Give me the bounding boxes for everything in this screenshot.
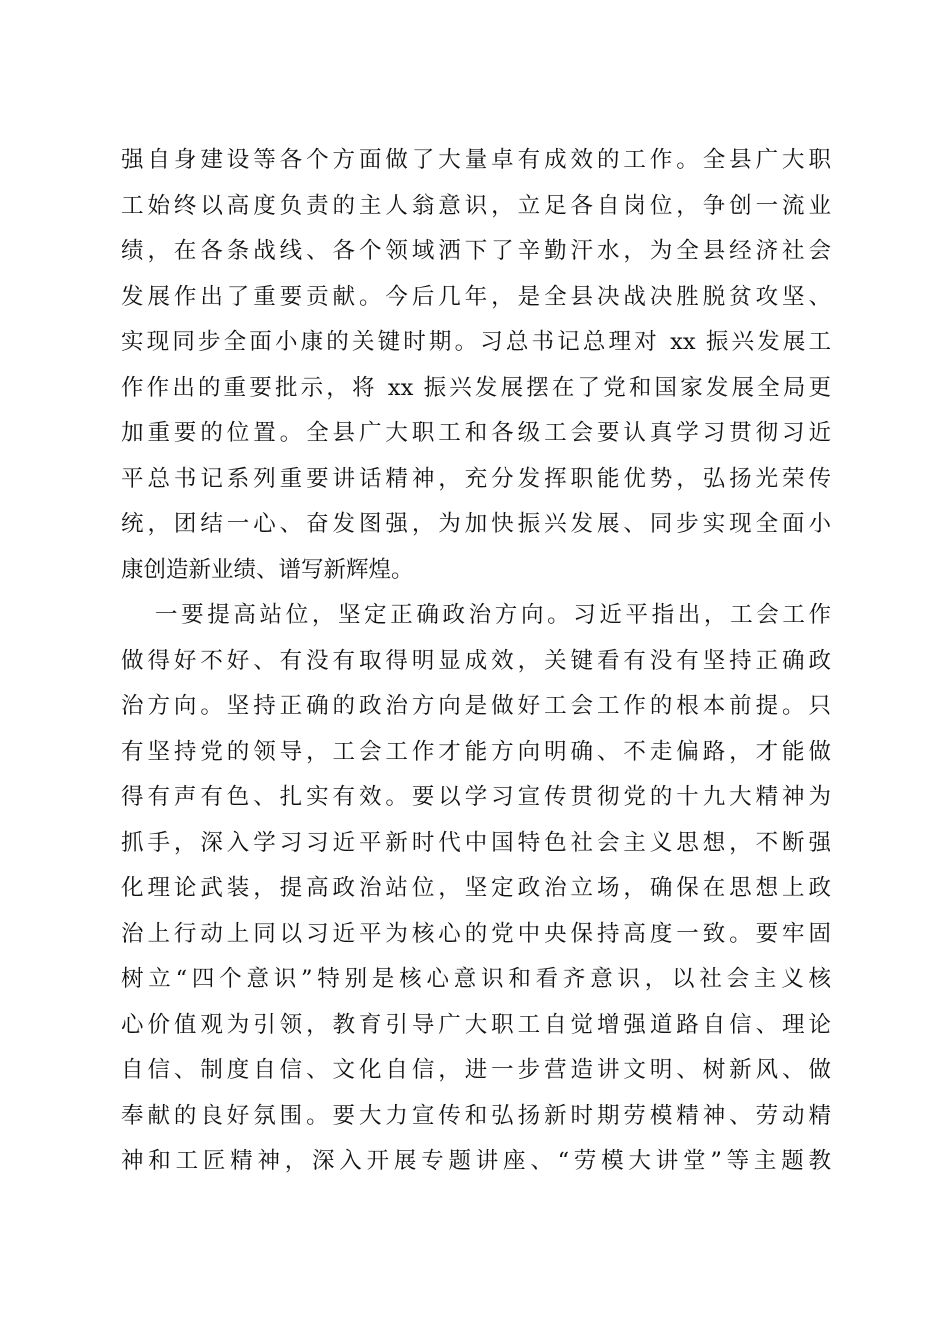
text-line: 得有声有色、扎实有效。要以学习宣传贯彻党的十九大精神为 (121, 784, 831, 810)
text-line: 平总书记系列重要讲话精神，充分发挥职能优势，弘扬光荣传 (121, 465, 831, 492)
text-line: 统，团结一心、奋发图强，为加快振兴发展、同步实现全面小 (121, 511, 831, 537)
text-line: 治上行动上同以习近平为核心的党中央保持高度一致。要牢固 (121, 920, 831, 947)
paragraph-2 (121, 593, 831, 1185)
text-line: 心价值观为引领，教育引导广大职工自觉增强道路自信、理论 (121, 1011, 831, 1038)
text-line: 作作出的重要批示，将 xx 振兴发展摆在了党和国家发展全局更 (121, 374, 831, 401)
text-line: 加重要的位置。全县广大职工和各级工会要认真学习贯彻习近 (121, 420, 831, 446)
text-line: 强自身建设等各个方面做了大量卓有成效的工作。全县广大职 (121, 147, 831, 173)
text-line: 奉献的良好氛围。要大力宣传和弘扬新时期劳模精神、劳动精 (121, 1102, 831, 1129)
text-line: 发展作出了重要贡献。今后几年，是全县决战决胜脱贫攻坚、 (121, 283, 831, 310)
text-line: 神和工匠精神，深入开展专题讲座、“劳模大讲堂”等主题教 (121, 1148, 831, 1174)
text-line: 有坚持党的领导，工会工作才能方向明确、不走偏路，才能做 (121, 738, 831, 765)
text-line: 工始终以高度负责的主人翁意识，立足各自岗位，争创一流业 (121, 192, 831, 219)
document-body (121, 138, 831, 1185)
text-line: 做得好不好、有没有取得明显成效，关键看有没有坚持正确政 (121, 647, 831, 674)
text-line: 自信、制度自信、文化自信，进一步营造讲文明、树新风、做 (121, 1057, 831, 1083)
text-line: 树立“四个意识”特别是核心意识和看齐意识，以社会主义核 (121, 966, 831, 992)
text-line: 康创造新业绩、谱写新辉煌。 (121, 556, 414, 583)
text-line: 治方向。坚持正确的政治方向是做好工会工作的根本前提。只 (121, 693, 831, 719)
text-line: 化理论武装，提高政治站位，坚定政治立场，确保在思想上政 (121, 875, 831, 901)
paragraph-1 (121, 138, 831, 593)
text-line: 实现同步全面小康的关键时期。习总书记总理对 xx 振兴发展工 (121, 329, 831, 355)
text-line: 抓手，深入学习习近平新时代中国特色社会主义思想，不断强 (121, 829, 831, 856)
text-line: 绩，在各条战线、各个领域洒下了辛勤汗水，为全县经济社会 (121, 238, 831, 264)
text-line: 一要提高站位，坚定正确政治方向。习近平指出，工会工作 (155, 602, 831, 628)
